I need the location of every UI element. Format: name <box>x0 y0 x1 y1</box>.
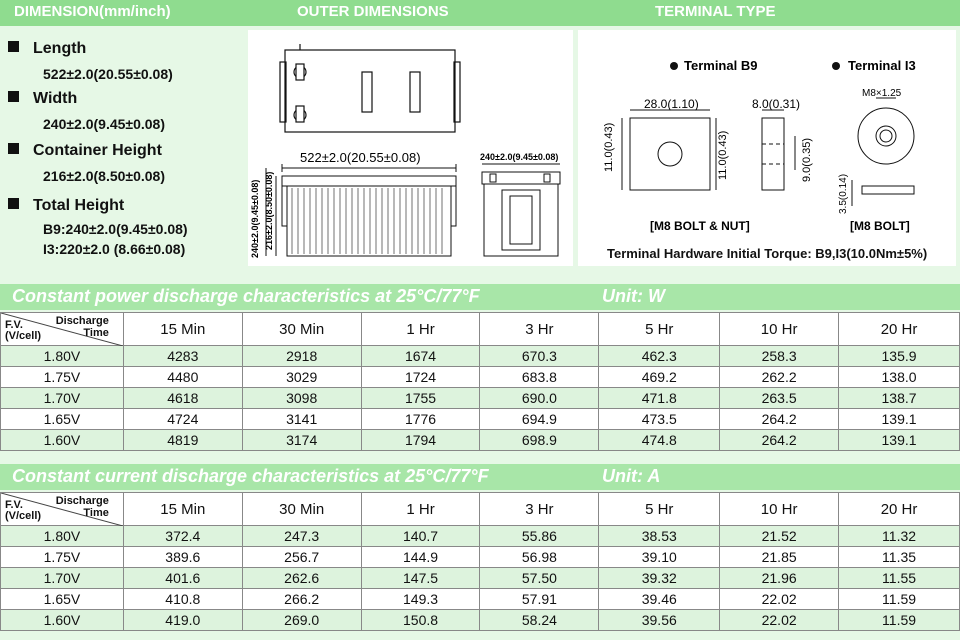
table-cell: 144.9 <box>361 547 480 568</box>
table-cell: 140.7 <box>361 526 480 547</box>
table-cell: 11.59 <box>839 589 960 610</box>
current-section-header <box>0 464 960 490</box>
table-cell: 22.02 <box>720 589 839 610</box>
table-cell: 264.2 <box>720 409 839 430</box>
column-header: 3 Hr <box>480 313 599 346</box>
i3-height-label: 3.5(0.14) <box>838 173 849 214</box>
corner-fv: F.V. <box>5 499 23 511</box>
width-value: 240±2.0(9.45±0.08) <box>43 116 166 132</box>
table-row <box>1 547 960 568</box>
column-header: 30 Min <box>242 493 361 526</box>
total-height-label: Total Height <box>33 197 125 214</box>
table-row <box>1 346 960 367</box>
container-height-label: Container Height <box>33 142 162 159</box>
table-row <box>1 409 960 430</box>
row-voltage-label: 1.60V <box>1 610 124 631</box>
table-cell: 256.7 <box>242 547 361 568</box>
table-cell: 269.0 <box>242 610 361 631</box>
terminal-i3-bullet-icon <box>832 62 840 70</box>
corner-time: Time <box>83 507 109 519</box>
table-cell: 57.91 <box>480 589 599 610</box>
column-header: 15 Min <box>123 313 242 346</box>
table-cell: 3174 <box>242 430 361 451</box>
table-cell: 39.32 <box>599 568 720 589</box>
column-header: 5 Hr <box>599 313 720 346</box>
header-dimension: DIMENSION(mm/inch) <box>14 3 171 20</box>
table-row <box>1 388 960 409</box>
table-row <box>1 610 960 631</box>
current-section-title: Constant current discharge characteristics at 25°C/77°F <box>12 466 489 486</box>
header-outer-dimensions: OUTER DIMENSIONS <box>297 3 449 20</box>
table-cell: 11.59 <box>839 610 960 631</box>
table-corner-cell <box>1 493 124 526</box>
table-cell: 262.2 <box>720 367 839 388</box>
column-header: 15 Min <box>123 493 242 526</box>
table-cell: 401.6 <box>123 568 242 589</box>
table-cell: 469.2 <box>599 367 720 388</box>
column-header: 1 Hr <box>361 313 480 346</box>
power-discharge-table <box>0 312 960 451</box>
column-header: 1 Hr <box>361 493 480 526</box>
corner-discharge: Discharge <box>55 495 109 507</box>
table-cell: 473.5 <box>599 409 720 430</box>
table-cell: 264.2 <box>720 430 839 451</box>
terminal-b9-bullet-icon <box>670 62 678 70</box>
table-cell: 471.8 <box>599 388 720 409</box>
table-cell: 11.35 <box>839 547 960 568</box>
table-cell: 139.1 <box>839 430 960 451</box>
table-header-row <box>1 493 960 526</box>
power-section-unit: Unit: W <box>602 286 665 306</box>
width-label: Width <box>33 90 78 107</box>
table-cell: 389.6 <box>123 547 242 568</box>
table-cell: 419.0 <box>123 610 242 631</box>
row-voltage-label: 1.80V <box>1 526 124 547</box>
corner-fv: F.V. <box>5 319 23 331</box>
current-section-unit: Unit: A <box>602 466 661 486</box>
table-cell: 57.50 <box>480 568 599 589</box>
row-voltage-label: 1.70V <box>1 568 124 589</box>
terminal-b9-title: Terminal B9 <box>684 58 758 73</box>
table-cell: 21.96 <box>720 568 839 589</box>
table-cell: 56.98 <box>480 547 599 568</box>
table-cell: 474.8 <box>599 430 720 451</box>
b9-depth-label: 9.0(0.35) <box>801 137 813 182</box>
b9-thickness-label: 8.0(0.31) <box>752 97 801 111</box>
row-voltage-label: 1.65V <box>1 409 124 430</box>
table-cell: 266.2 <box>242 589 361 610</box>
corner-discharge: Discharge <box>55 315 109 327</box>
row-voltage-label: 1.60V <box>1 430 124 451</box>
column-header: 20 Hr <box>839 313 960 346</box>
table-row <box>1 568 960 589</box>
table-cell: 39.56 <box>599 610 720 631</box>
table-cell: 698.9 <box>480 430 599 451</box>
table-cell: 3141 <box>242 409 361 430</box>
length-value: 522±2.0(20.55±0.08) <box>43 66 173 82</box>
table-cell: 147.5 <box>361 568 480 589</box>
table-cell: 39.10 <box>599 547 720 568</box>
power-section-header <box>0 284 960 310</box>
table-cell: 11.55 <box>839 568 960 589</box>
table-cell: 247.3 <box>242 526 361 547</box>
corner-vcell: (V/cell) <box>5 330 42 342</box>
table-cell: 11.32 <box>839 526 960 547</box>
b9-height-mid-label: 11.0(0.43) <box>717 130 729 180</box>
height-container-label: 216±2.0(8.50±0.08) <box>264 171 274 250</box>
table-cell: 1724 <box>361 367 480 388</box>
table-header-row <box>1 313 960 346</box>
column-header: 5 Hr <box>599 493 720 526</box>
table-cell: 150.8 <box>361 610 480 631</box>
height-total-label: 240±2.0(9.45±0.08) <box>250 179 260 258</box>
column-header: 30 Min <box>242 313 361 346</box>
table-row <box>1 430 960 451</box>
b9-caption: [M8 BOLT & NUT] <box>650 219 750 233</box>
i3-caption: [M8 BOLT] <box>850 219 910 233</box>
row-voltage-label: 1.75V <box>1 547 124 568</box>
table-cell: 3029 <box>242 367 361 388</box>
table-cell: 139.1 <box>839 409 960 430</box>
table-cell: 39.46 <box>599 589 720 610</box>
table-cell: 22.02 <box>720 610 839 631</box>
column-header: 10 Hr <box>720 313 839 346</box>
table-cell: 410.8 <box>123 589 242 610</box>
table-cell: 4724 <box>123 409 242 430</box>
table-cell: 1776 <box>361 409 480 430</box>
corner-time: Time <box>83 327 109 339</box>
total-height-b9: B9:240±2.0(9.45±0.08) <box>43 221 188 237</box>
table-cell: 55.86 <box>480 526 599 547</box>
table-cell: 4618 <box>123 388 242 409</box>
table-cell: 149.3 <box>361 589 480 610</box>
table-cell: 4283 <box>123 346 242 367</box>
table-cell: 138.0 <box>839 367 960 388</box>
table-cell: 683.8 <box>480 367 599 388</box>
table-cell: 4480 <box>123 367 242 388</box>
table-cell: 4819 <box>123 430 242 451</box>
table-cell: 1755 <box>361 388 480 409</box>
row-voltage-label: 1.70V <box>1 388 124 409</box>
table-cell: 263.5 <box>720 388 839 409</box>
end-width-label: 240±2.0(9.45±0.08) <box>480 152 559 162</box>
table-cell: 694.9 <box>480 409 599 430</box>
technical-drawings <box>0 26 960 270</box>
table-row <box>1 367 960 388</box>
power-section-title: Constant power discharge characteristics at 25°C/77°F <box>12 286 480 306</box>
length-label: Length <box>33 40 87 57</box>
table-cell: 3098 <box>242 388 361 409</box>
b9-width-label: 28.0(1.10) <box>644 97 699 111</box>
current-discharge-table <box>0 492 960 631</box>
table-cell: 135.9 <box>839 346 960 367</box>
table-cell: 258.3 <box>720 346 839 367</box>
table-cell: 21.85 <box>720 547 839 568</box>
table-cell: 2918 <box>242 346 361 367</box>
table-cell: 1794 <box>361 430 480 451</box>
container-height-value: 216±2.0(8.50±0.08) <box>43 168 166 184</box>
table-cell: 21.52 <box>720 526 839 547</box>
row-voltage-label: 1.65V <box>1 589 124 610</box>
table-cell: 690.0 <box>480 388 599 409</box>
table-corner-cell <box>1 313 124 346</box>
table-cell: 58.24 <box>480 610 599 631</box>
table-cell: 138.7 <box>839 388 960 409</box>
total-height-i3: I3:220±2.0 (8.66±0.08) <box>43 241 186 257</box>
table-cell: 372.4 <box>123 526 242 547</box>
row-voltage-label: 1.75V <box>1 367 124 388</box>
table-cell: 462.3 <box>599 346 720 367</box>
column-header: 3 Hr <box>480 493 599 526</box>
table-cell: 670.3 <box>480 346 599 367</box>
header-terminal-type: TERMINAL TYPE <box>655 3 776 20</box>
column-header: 20 Hr <box>839 493 960 526</box>
row-voltage-label: 1.80V <box>1 346 124 367</box>
side-length-label: 522±2.0(20.55±0.08) <box>300 150 421 165</box>
table-row <box>1 526 960 547</box>
corner-vcell: (V/cell) <box>5 510 42 522</box>
top-header-bar <box>0 0 960 26</box>
table-cell: 1674 <box>361 346 480 367</box>
table-cell: 38.53 <box>599 526 720 547</box>
b9-height-left-label: 11.0(0.43) <box>603 122 615 172</box>
terminal-i3-title: Terminal I3 <box>848 58 916 73</box>
i3-thread-label: M8×1.25 <box>862 88 902 99</box>
table-cell: 262.6 <box>242 568 361 589</box>
torque-note: Terminal Hardware Initial Torque: B9,I3(10.0Nm±5%) <box>607 246 928 261</box>
table-row <box>1 589 960 610</box>
column-header: 10 Hr <box>720 493 839 526</box>
